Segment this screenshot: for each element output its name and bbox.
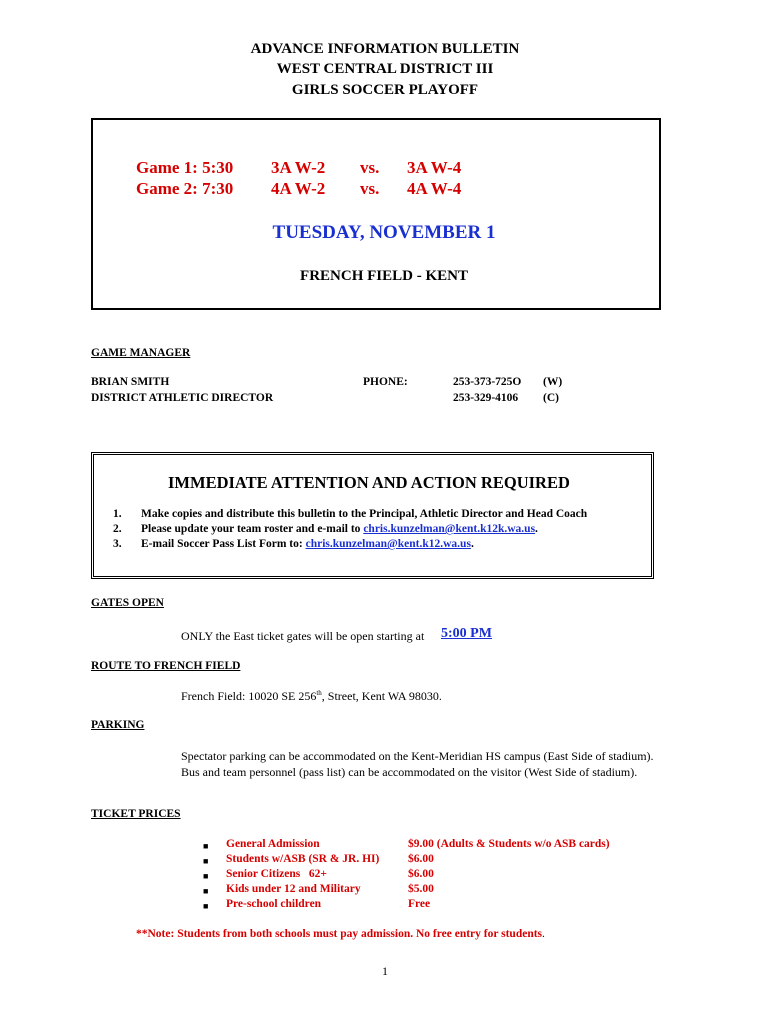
ticket-price-1: $9.00 (Adults & Students w/o ASB cards) [408, 838, 610, 850]
game-2-vs: vs. [360, 179, 380, 198]
ticket-note-end: . [542, 928, 545, 940]
attention-title: IMMEDIATE ATTENTION AND ACTION REQUIRED [168, 473, 570, 492]
game-1-vs: vs. [360, 158, 380, 177]
attention-item-3-text: E-mail Soccer Pass List Form to: [141, 538, 306, 550]
route-heading: ROUTE TO FRENCH FIELD [91, 660, 241, 672]
phone-cell-type: (C) [543, 392, 559, 404]
attention-item-3-num: 3. [113, 538, 122, 550]
game-manager-heading: GAME MANAGER [91, 347, 191, 359]
phone-work-type: (W) [543, 376, 563, 388]
manager-name: BRIAN SMITH [91, 376, 170, 388]
parking-line-1: Spectator parking can be accommodated on the Kent-Meridian HS campus (East Side of stadium). [181, 749, 654, 763]
game-2-away: 4A W-4 [407, 179, 462, 198]
game-1-home: 3A W-2 [271, 158, 326, 177]
attention-item-2-num: 2. [113, 523, 122, 535]
bullet-icon: ■ [203, 871, 209, 881]
venue: FRENCH FIELD - KENT [300, 268, 468, 284]
bullet-icon: ■ [203, 901, 209, 911]
ticket-category-1: General Admission [226, 838, 320, 850]
bullet-icon: ■ [203, 886, 209, 896]
header-line-1: ADVANCE INFORMATION BULLETIN [250, 41, 520, 57]
attention-item-2-after: . [535, 523, 538, 535]
phone-label: PHONE: [363, 376, 408, 388]
bullet-icon: ■ [203, 856, 209, 866]
parking-heading: PARKING [91, 719, 145, 731]
roster-email-link[interactable]: chris.kunzelman@kent.k12k.wa.us [363, 523, 536, 535]
attention-item-1-num: 1. [113, 508, 122, 520]
ticket-prices-heading: TICKET PRICES [91, 808, 181, 820]
gates-text: ONLY the East ticket gates will be open starting at [181, 629, 425, 643]
header-line-2: WEST CENTRAL DISTRICT III [276, 61, 494, 77]
ticket-note [136, 928, 545, 940]
gates-heading: GATES OPEN [91, 597, 164, 609]
route-address-sup: th [316, 689, 322, 697]
route-address-main: French Field: 10020 SE 256 [181, 689, 317, 703]
pass-list-email-link[interactable]: chris.kunzelman@kent.k12.wa.us [305, 538, 471, 550]
manager-title: DISTRICT ATHLETIC DIRECTOR [91, 392, 274, 404]
bullet-icon: ■ [203, 841, 209, 851]
game-1-away: 3A W-4 [407, 158, 462, 177]
gates-time: 5:00 PM [441, 626, 492, 641]
ticket-category-5: Pre-school children [226, 898, 322, 910]
attention-item-2-text: Please update your team roster and e-mail to [141, 523, 364, 535]
route-address-rest: , Street, Kent WA 98030. [321, 689, 442, 703]
game-1-label: Game 1: 5:30 [136, 158, 234, 177]
game-2-home: 4A W-2 [271, 179, 326, 198]
game-2-label: Game 2: 7:30 [136, 179, 234, 198]
phone-work-number: 253-373-725O [453, 376, 522, 388]
attention-item-3 [141, 538, 474, 550]
ticket-category-2: Students w/ASB (SR & JR. HI) [226, 853, 380, 865]
ticket-price-3: $6.00 [408, 868, 434, 880]
ticket-category-4: Kids under 12 and Military [226, 883, 361, 895]
ticket-price-4: $5.00 [408, 883, 434, 895]
parking-line-2: Bus and team personnel (pass list) can be accommodated on the visitor (West Side of stadium). [181, 765, 638, 779]
game-date: TUESDAY, NOVEMBER 1 [272, 222, 496, 243]
ticket-price-5: Free [408, 898, 431, 910]
header-line-3: GIRLS SOCCER PLAYOFF [291, 82, 479, 98]
route-address [181, 689, 442, 704]
ticket-category-3: Senior Citizens 62+ [226, 868, 327, 880]
phone-cell-number: 253-329-4106 [453, 392, 519, 404]
attention-item-3-after: . [470, 538, 474, 550]
page-number: 1 [382, 964, 388, 978]
attention-item-1-text: Make copies and distribute this bulletin to the Principal, Athletic Director and Head Coach [141, 508, 588, 520]
attention-item-2 [141, 523, 538, 535]
ticket-note-text: **Note: Students from both schools must pay admission. No free entry for students [136, 928, 543, 940]
ticket-price-2: $6.00 [408, 853, 434, 865]
